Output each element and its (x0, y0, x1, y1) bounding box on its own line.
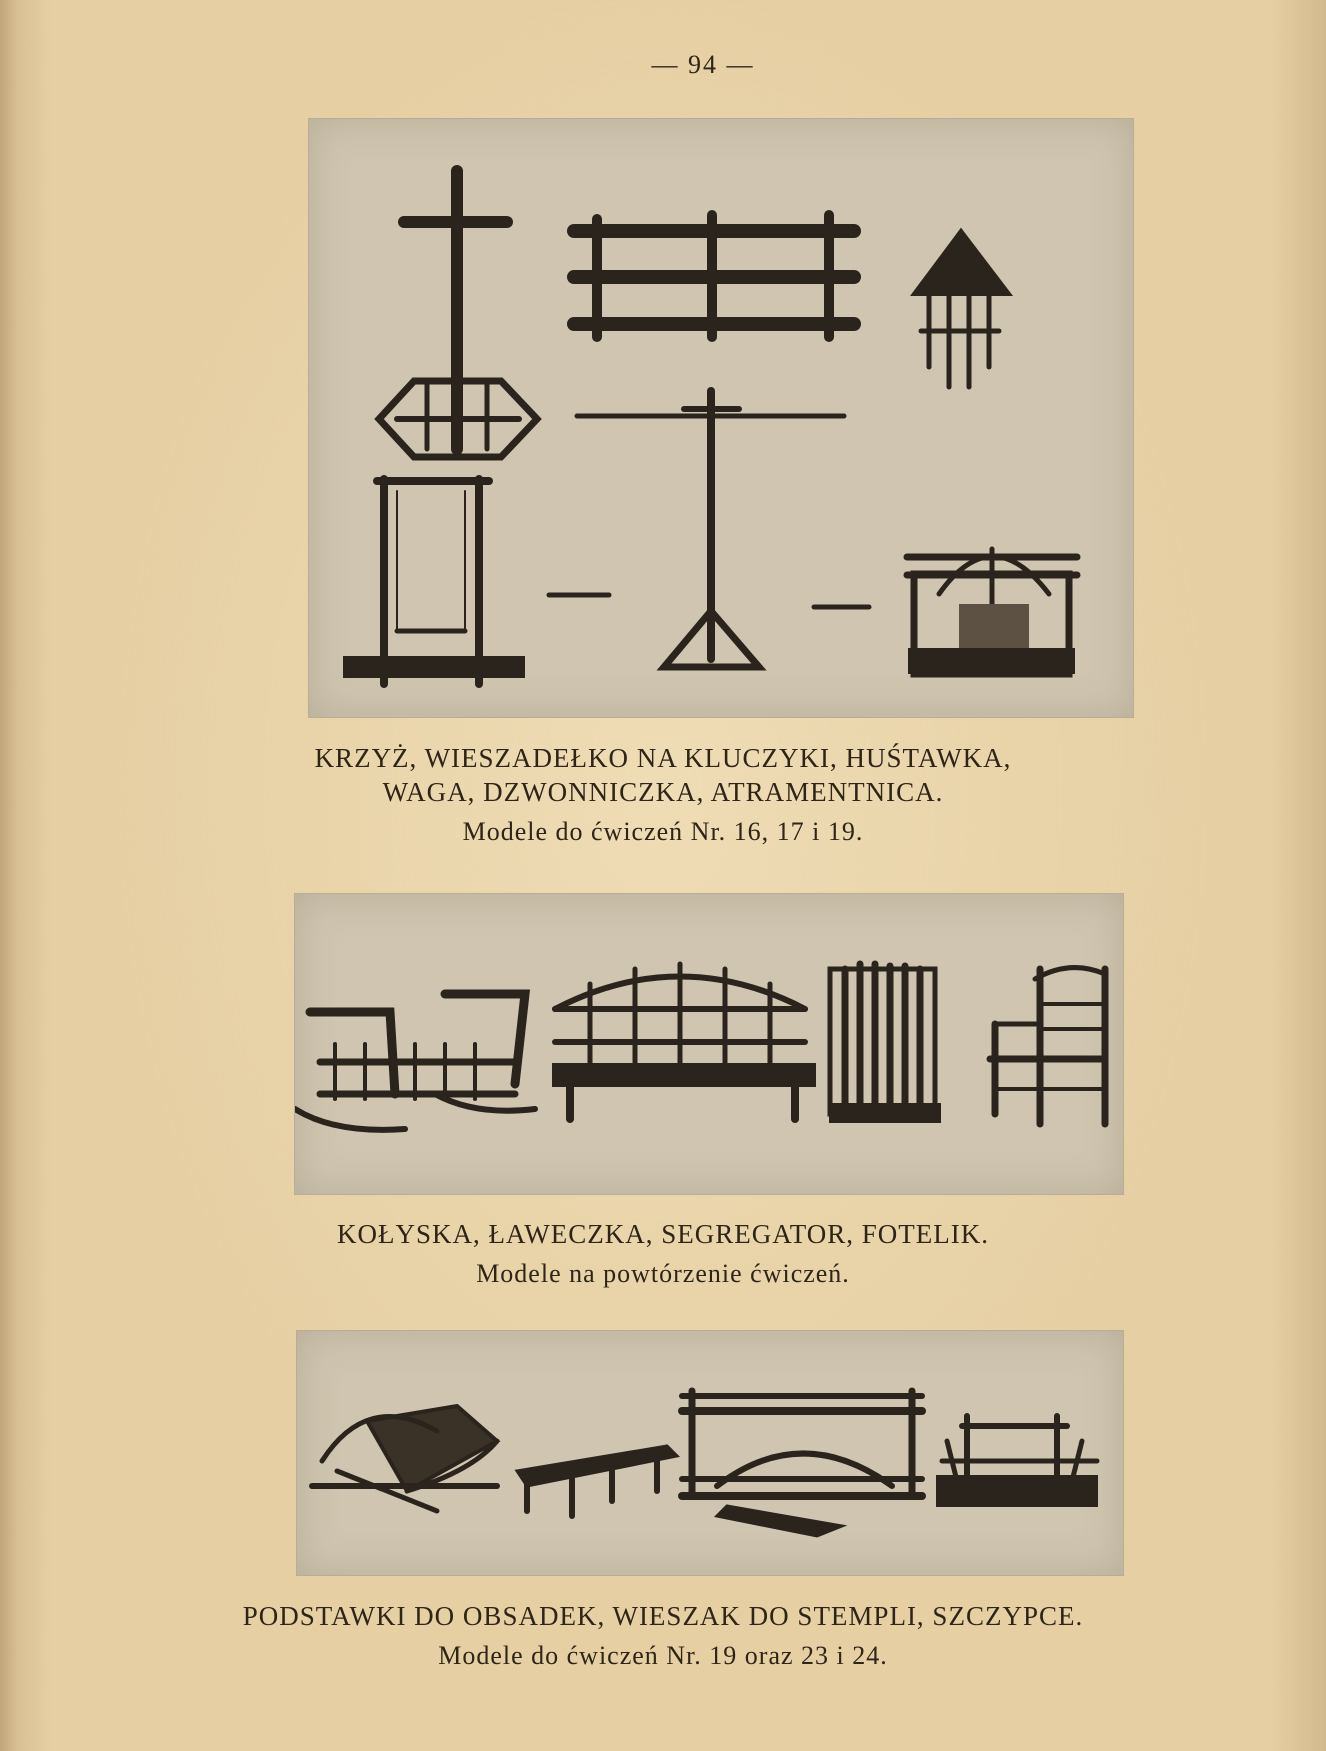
photo-plate-3 (296, 1330, 1124, 1576)
key-rack-model (574, 215, 854, 337)
photo-crafted-models-1 (309, 119, 1133, 717)
caption-3-note: Modele do ćwiczeń Nr. 19 oraz 23 i 24. (438, 1640, 888, 1670)
caption-2-title: KOŁYSKA, ŁAWECZKA, SEGREGATOR, FOTELIK. (336, 1219, 990, 1249)
caption-1-title-line-1: KRZYŻ, WIESZADEŁKO NA KLUCZYKI, HUŚTAWKA, (314, 743, 1012, 773)
photo-plate-1 (308, 118, 1134, 718)
bell-house-model (914, 231, 1009, 387)
inkwell-model (907, 549, 1077, 674)
armchair-model (990, 968, 1105, 1124)
caption-3-title: PODSTAWKI DO OBSADEK, WIESZAK DO STEMPLI, SZCZYPCE. (242, 1601, 1084, 1631)
caption-1-title-line-2: WAGA, DZWONNICZKA, ATRAMENTNICA. (382, 776, 944, 807)
caption-1 (0, 742, 1326, 848)
caption-1-note: Modele do ćwiczeń Nr. 16, 17 i 19. (462, 816, 864, 846)
photo-plate-2 (294, 893, 1124, 1195)
caption-2 (0, 1218, 1326, 1290)
tongs-model (717, 1506, 842, 1536)
photo-crafted-models-2 (295, 894, 1123, 1194)
scale-model (549, 391, 869, 667)
photo-crafted-models-3 (297, 1331, 1123, 1575)
file-organizer-model (830, 964, 940, 1122)
pen-stand-model (517, 1446, 677, 1516)
swing-model (344, 479, 524, 684)
caption-2-note: Modele na powtórzenie ćwiczeń. (476, 1258, 850, 1288)
holder-model (937, 1416, 1097, 1506)
page-number: — 94 — (651, 50, 755, 79)
caption-3 (0, 1600, 1326, 1672)
cross-model (379, 171, 537, 457)
stamp-rack-model (682, 1391, 922, 1496)
bench-model (553, 964, 815, 1119)
cradle-model (295, 994, 535, 1130)
pen-stand-model (312, 1406, 497, 1511)
